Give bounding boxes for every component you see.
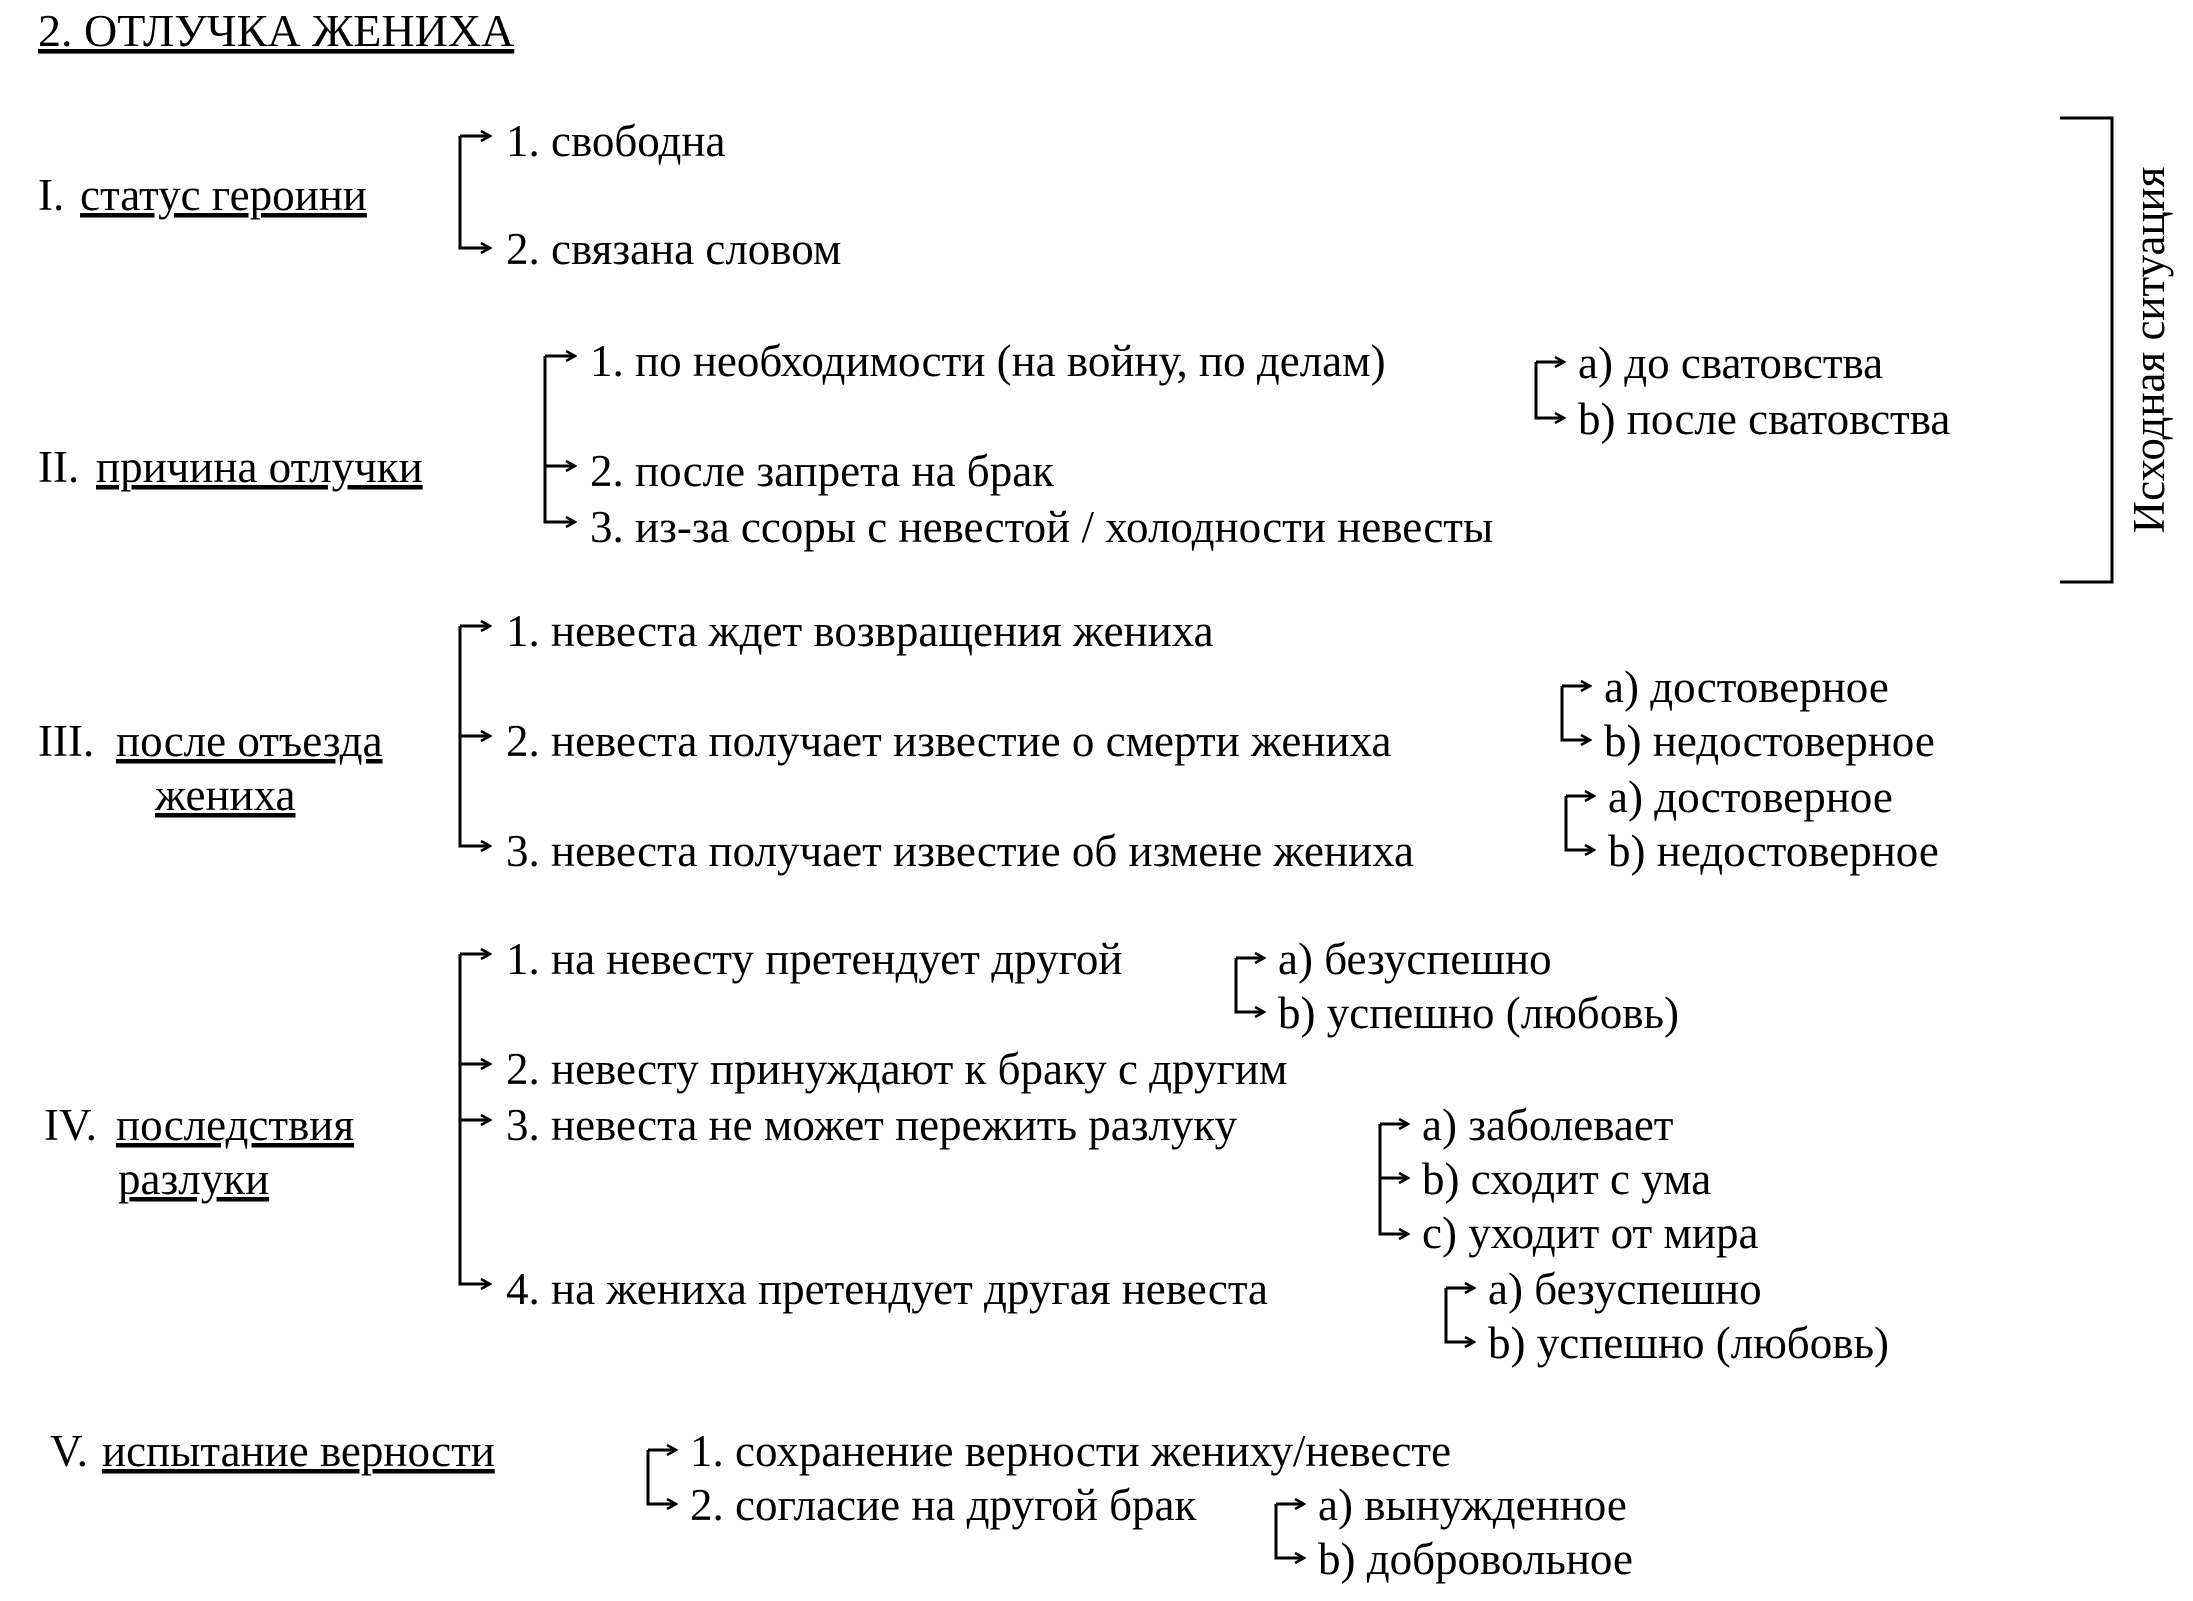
section-4-item-3: 3. невеста не может пережить разлуку: [506, 1100, 1238, 1150]
section-2-item-1-sub-branches: [1536, 362, 1564, 418]
section-3-item-1: 1. невеста ждет возвращения жениха: [506, 606, 1214, 656]
page-title: 2. ОТЛУЧКА ЖЕНИХА: [38, 5, 515, 56]
section-1-item-2: 2. связана словом: [506, 224, 842, 274]
section-4-item-4-sub-a: a) безуспешно: [1488, 1264, 1762, 1314]
section-4-item-3-sub-b: b) сходит с ума: [1422, 1154, 1712, 1204]
section-4-item-3-sub-a: a) заболевает: [1422, 1100, 1674, 1150]
section-5-item-2: 2. согласие на другой брак: [690, 1480, 1197, 1530]
section-2-item-1-sub-b: b) после сватовства: [1578, 394, 1951, 444]
section-5-item-1: 1. сохранение верности жениху/невесте: [690, 1426, 1452, 1476]
section-4-item-4-sub-branches: [1446, 1288, 1474, 1342]
section-5-number: V.: [50, 1426, 88, 1476]
section-3-item-2-sub-a: a) достоверное: [1604, 662, 1889, 712]
section-3-item-2: 2. невеста получает известие о смерти жениха: [506, 716, 1392, 766]
section-5-item-2-sub-b: b) добровольное: [1318, 1534, 1633, 1584]
section-4-item-3-sub-branches: [1380, 1124, 1408, 1234]
section-4-item-2: 2. невесту принуждают к браку с другим: [506, 1044, 1288, 1094]
section-1-branches: [460, 136, 490, 248]
section-4-item-1-sub-branches: [1236, 958, 1264, 1012]
section-1-item-1: 1. свободна: [506, 116, 726, 166]
section-2-branches: [545, 356, 575, 522]
section-3-number: III.: [38, 716, 95, 766]
section-4-item-4: 4. на жениха претендует другая невеста: [506, 1264, 1269, 1314]
section-5-label: испытание верности: [102, 1426, 495, 1476]
section-4-item-1-sub-b: b) успешно (любовь): [1278, 988, 1679, 1038]
branch-arrow: [1562, 686, 1590, 740]
branch-arrow: [1566, 796, 1594, 850]
section-3-label-line-1: после отъезда: [116, 716, 383, 766]
initial-situation-bracket: [2060, 118, 2112, 582]
section-4-item-3-sub-c: c) уходит от мира: [1422, 1208, 1759, 1258]
section-3-item-3-sub-branches: [1566, 796, 1594, 850]
branch-arrow: [545, 356, 575, 522]
section-4-item-1: 1. на невесту претендует другой: [506, 934, 1123, 984]
section-4-label-line-1: последствия: [116, 1100, 355, 1150]
section-4-item-4-sub-b: b) успешно (любовь): [1488, 1318, 1889, 1368]
section-2-item-1-sub-a: a) до сватовства: [1578, 338, 1884, 388]
branch-arrow: [648, 1450, 676, 1504]
section-3-label-line-2: жениха: [155, 770, 296, 820]
section-4-branches: [460, 954, 490, 1284]
section-1-label: статус героини: [80, 170, 367, 220]
section-5-item-2-sub-branches: [1276, 1504, 1304, 1558]
section-4-label-line-2: разлуки: [118, 1154, 270, 1204]
section-3-item-3-sub-b: b) недостоверное: [1608, 826, 1939, 876]
initial-situation-label: Исходная ситуация: [2124, 166, 2174, 534]
section-1-number: I.: [38, 170, 65, 220]
section-3-item-2-sub-b: b) недостоверное: [1604, 716, 1935, 766]
section-3-item-2-sub-branches: [1562, 686, 1590, 740]
section-3-item-3-sub-a: a) достоверное: [1608, 772, 1893, 822]
section-5-item-2-sub-a: a) вынужденное: [1318, 1480, 1627, 1530]
section-2-item-2: 2. после запрета на брак: [590, 446, 1055, 496]
section-5-branches: [648, 1450, 676, 1504]
section-4-item-1-sub-a: a) безуспешно: [1278, 934, 1552, 984]
branch-arrow: [1536, 362, 1564, 418]
section-2-number: II.: [38, 442, 80, 492]
branch-arrow: [1276, 1504, 1304, 1558]
section-3-branches: [460, 626, 490, 846]
section-2-item-1: 1. по необходимости (на войну, по делам): [590, 336, 1386, 386]
section-3-item-3: 3. невеста получает известие об измене жениха: [506, 826, 1414, 876]
branch-arrow: [460, 136, 490, 248]
section-2-label: причина отлучки: [96, 442, 423, 492]
section-4-number: IV.: [44, 1100, 97, 1150]
section-2-item-3: 3. из-за ссоры с невестой / холодности невесты: [590, 502, 1494, 552]
branch-arrow: [1446, 1288, 1474, 1342]
branch-arrow: [1236, 958, 1264, 1012]
